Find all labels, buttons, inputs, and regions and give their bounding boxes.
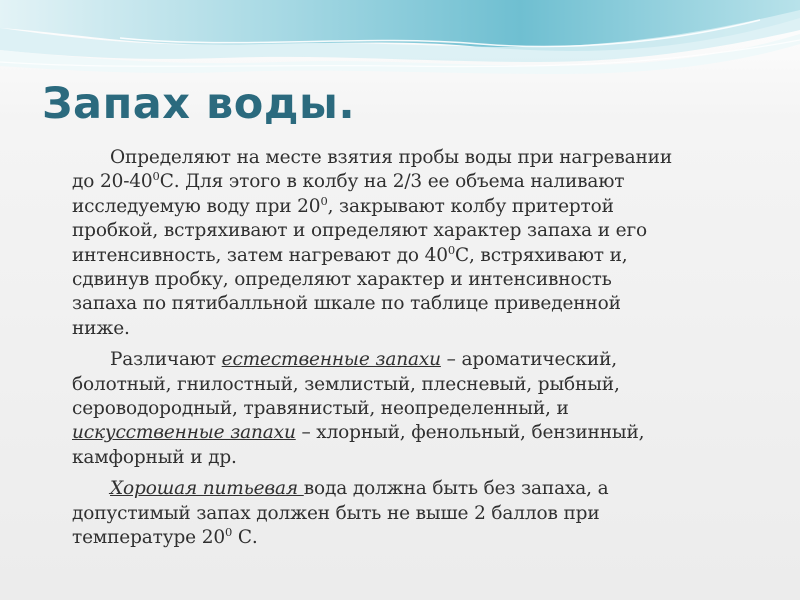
text-line: ниже. bbox=[72, 317, 130, 339]
text-line: сероводородный, травянистый, неопределенный, и bbox=[72, 398, 569, 420]
text-line: искусственные запахи – хлорный, фенольный, бензинный, bbox=[72, 422, 645, 444]
slide-title: Запах воды. bbox=[42, 79, 356, 129]
text-line: интенсивность, затем нагревают до $40^0С$, встряхивают и, bbox=[72, 242, 628, 266]
artificial-odors-term: искусственные запахи bbox=[72, 422, 296, 444]
good-drinking-term: Хорошая питьевая bbox=[110, 478, 304, 500]
text-line: Различают естественные запахи – ароматический, bbox=[110, 349, 617, 371]
text-line: пробкой, встряхивают и определяют характер запаха и его bbox=[72, 220, 648, 242]
text-line: Определяют на месте взятия пробы воды при нагревании bbox=[110, 147, 673, 168]
paragraph-method bbox=[72, 146, 762, 341]
text-line: температуре $20^0$ С. bbox=[72, 525, 258, 549]
text-line: камфорный и др. bbox=[72, 446, 237, 468]
paragraph-odor-types bbox=[72, 348, 762, 470]
wave-decoration bbox=[0, 0, 800, 80]
paragraph-drinking-water bbox=[72, 477, 762, 550]
text-line: запаха по пятибалльной шкале по таблице приведенной bbox=[72, 293, 621, 315]
text-line: до $20-40^0С$. Для этого в колбу на 2/3 ее объема наливают bbox=[72, 169, 625, 193]
text-line: допустимый запах должен быть не выше 2 баллов при bbox=[72, 502, 600, 524]
text-line: сдвинув пробку, определяют характер и интенсивность bbox=[72, 269, 612, 291]
text-line: исследуемую воду при $20^0$, закрывают колбу притертой bbox=[72, 193, 614, 217]
natural-odors-term: естественные запахи bbox=[221, 349, 441, 371]
text-line: болотный, гнилостный, землистый, плесневый, рыбный, bbox=[72, 373, 620, 395]
text-line: Хорошая питьевая вода должна быть без запаха, а bbox=[110, 478, 609, 500]
body-text bbox=[72, 146, 762, 558]
